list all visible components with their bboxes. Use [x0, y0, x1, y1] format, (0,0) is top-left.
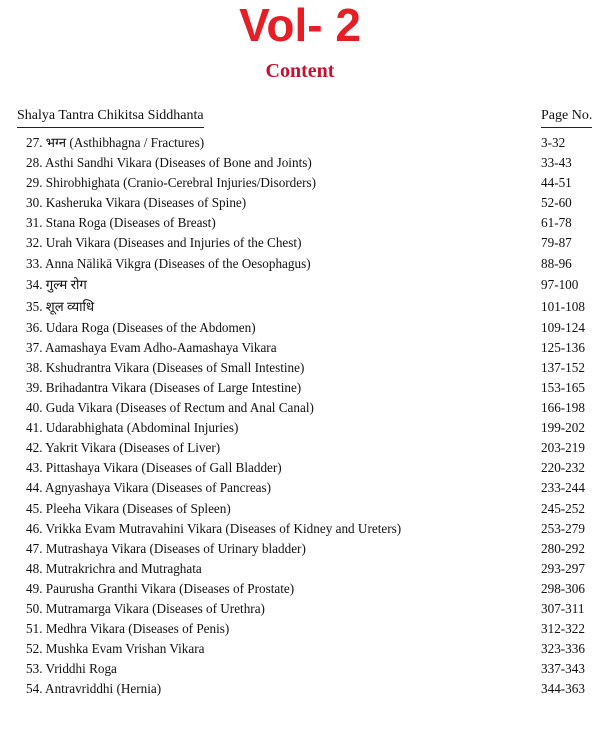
page-number-header: Page No. [541, 107, 592, 128]
chapter-title: 34. गुल्म रोग [26, 276, 87, 292]
toc-row [0, 398, 600, 418]
chapter-title: 39. Brihadantra Vikara (Diseases of Large Intestine) [26, 379, 302, 395]
chapter-title: 30. Kasheruka Vikara (Diseases of Spine) [26, 195, 247, 211]
chapter-title: 33. Anna Nālikā Vikgra (Diseases of the Oesophagus) [26, 255, 311, 271]
page-range: 88-96 [541, 255, 572, 271]
toc-row [0, 519, 600, 539]
chapter-title: 27. भग्न (Asthibhagna / Fractures) [26, 135, 205, 150]
toc-row [0, 358, 600, 378]
page-range: 233-244 [541, 480, 585, 496]
page-range: 3-32 [541, 135, 566, 150]
chapter-title: 50. Mutramarga Vikara (Diseases of Urethra) [26, 600, 265, 616]
page-range: 245-252 [541, 500, 585, 516]
toc-row [0, 579, 600, 599]
page-range: 312-322 [541, 621, 585, 637]
chapter-title: 51. Medhra Vikara (Diseases of Penis) [26, 621, 230, 637]
page-range: 109-124 [541, 319, 585, 335]
volume-title: Vol- 2 [239, 0, 361, 51]
chapter-title: 47. Mutrashaya Vikara (Diseases of Urinary bladder) [26, 540, 306, 556]
page-range: 298-306 [541, 580, 585, 596]
chapter-title: 49. Paurusha Granthi Vikara (Diseases of Prostate) [26, 580, 295, 596]
chapter-title: 31. Stana Roga (Diseases of Breast) [26, 215, 216, 231]
toc-row [0, 133, 600, 153]
chapter-title: 42. Yakrit Vikara (Diseases of Liver) [26, 440, 221, 456]
chapter-title: 41. Udarabhighata (Abdominal Injuries) [26, 420, 239, 436]
page-range: 125-136 [541, 339, 585, 355]
chapter-title: 43. Pittashaya Vikara (Diseases of Gall Bladder) [26, 460, 282, 476]
page-range: 52-60 [541, 195, 572, 211]
page-range: 61-78 [541, 215, 572, 231]
chapter-title: 38. Kshudrantra Vikara (Diseases of Small Intestine) [26, 359, 305, 375]
chapter-title: 53. Vriddhi Roga [26, 661, 117, 677]
toc-row [0, 338, 600, 358]
toc-row [0, 213, 600, 233]
toc-row [0, 418, 600, 438]
chapter-title: 40. Guda Vikara (Diseases of Rectum and Anal Canal) [26, 400, 314, 416]
chapter-title: 29. Shirobhighata (Cranio-Cerebral Injuries/Disorders) [26, 175, 317, 191]
chapter-title: 37. Aamashaya Evam Adho-Aamashaya Vikara [26, 339, 277, 355]
page-range: 307-311 [541, 600, 585, 616]
chapter-title: 48. Mutrakrichra and Mutraghata [26, 560, 202, 576]
page-range: 97-100 [541, 276, 579, 292]
page-range: 344-363 [541, 681, 585, 697]
toc-row [0, 254, 600, 274]
page-range: 101-108 [541, 298, 585, 314]
toc-row [0, 378, 600, 398]
toc-row [0, 173, 600, 193]
toc-row [0, 639, 600, 659]
content-heading: Content [265, 60, 335, 82]
toc-row [0, 599, 600, 619]
page-range: 323-336 [541, 641, 585, 657]
toc-row [0, 438, 600, 458]
toc-row [0, 458, 600, 478]
toc-row [0, 659, 600, 679]
chapter-title: 28. Asthi Sandhi Vikara (Diseases of Bone and Joints) [26, 155, 312, 171]
page-range: 137-152 [541, 359, 585, 375]
toc-row [0, 193, 600, 213]
toc-row [0, 499, 600, 519]
page-range: 166-198 [541, 400, 585, 416]
toc-row [0, 296, 600, 318]
page-range: 33-43 [541, 155, 572, 171]
page-range: 199-202 [541, 420, 585, 436]
page-range: 79-87 [541, 235, 572, 251]
page-range: 220-232 [541, 460, 585, 476]
chapter-title: 32. Urah Vikara (Diseases and Injuries of the Chest) [26, 235, 302, 251]
toc-row [0, 153, 600, 173]
chapter-title: 46. Vrikka Evam Mutravahini Vikara (Diseases of Kidney and Ureters) [26, 520, 402, 536]
chapter-title: 44. Agnyashaya Vikara (Diseases of Pancreas) [26, 480, 272, 496]
toc-row [0, 619, 600, 639]
chapter-title: 54. Antravriddhi (Hernia) [26, 681, 162, 697]
page-range: 44-51 [541, 175, 572, 191]
page-range: 337-343 [541, 661, 585, 677]
toc-row [0, 318, 600, 338]
toc-row [0, 539, 600, 559]
toc-row [0, 233, 600, 253]
toc-row [0, 274, 600, 296]
table-of-contents [0, 133, 600, 699]
page-range: 253-279 [541, 520, 585, 536]
page-range: 203-219 [541, 440, 585, 456]
chapter-title: 35. शूल व्याधि [26, 298, 95, 314]
chapter-title: 45. Pleeha Vikara (Diseases of Spleen) [26, 500, 231, 516]
page-range: 153-165 [541, 379, 585, 395]
page-range: 293-297 [541, 560, 585, 576]
page-range: 280-292 [541, 540, 585, 556]
toc-row [0, 559, 600, 579]
toc-row [0, 478, 600, 498]
chapter-title: 36. Udara Roga (Diseases of the Abdomen) [26, 319, 256, 335]
toc-row [0, 679, 600, 699]
chapter-title: 52. Mushka Evam Vrishan Vikara [26, 641, 205, 657]
section-title: Shalya Tantra Chikitsa Siddhanta [17, 107, 204, 128]
